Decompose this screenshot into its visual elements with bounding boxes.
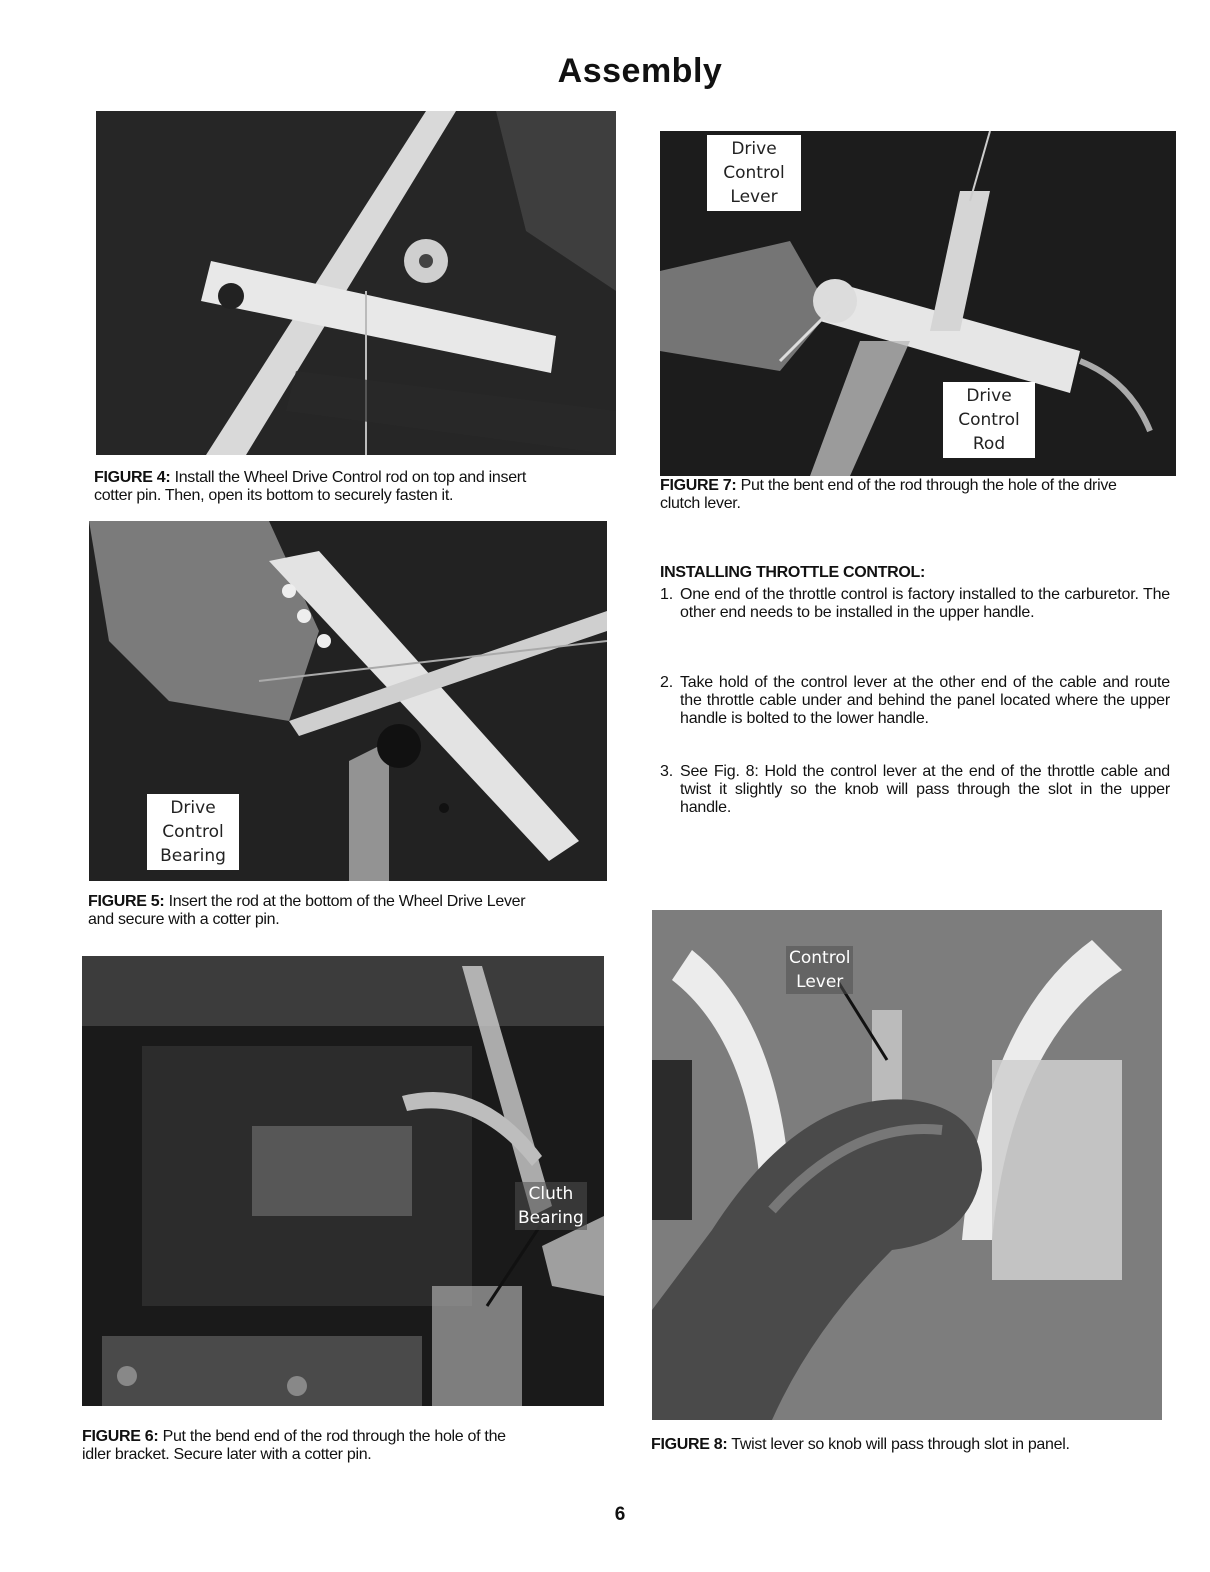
throttle-step-2-text: Take hold of the control lever at the other end of the cable and route the throttle cable under and behind the panel located where the upper handle is bolted to the lower handle.	[680, 674, 1170, 727]
throttle-step-3	[660, 763, 1170, 817]
figure-4-label: FIGURE 4:	[94, 469, 171, 486]
figure-5-caption-line1: Insert the rod at the bottom of the Wheel Drive Lever	[164, 893, 526, 910]
figure-5-photo	[89, 521, 607, 881]
throttle-heading: INSTALLING THROTTLE CONTROL:	[660, 564, 926, 581]
throttle-step-1-text: One end of the throttle control is factory installed to the carburetor. The other end needs to be installed in the upper handle.	[680, 586, 1170, 621]
figure-7-callout-drive-control-lever: Drive Control Lever	[707, 135, 801, 211]
throttle-step-1	[660, 586, 1170, 622]
figure-6-caption-line1: Put the bend end of the rod through the hole of the	[158, 1428, 506, 1445]
figure-8-callout-control-lever: Control Lever	[786, 946, 853, 994]
throttle-step-3-text: See Fig. 8: Hold the control lever at the end of the throttle cable and twist it slightly so the knob will pass through the slot in the upper handle.	[680, 763, 1170, 816]
figure-8-image	[652, 910, 1162, 1420]
figure-7-caption-line1: Put the bent end of the rod through the hole of the drive	[736, 477, 1117, 494]
figure-5-caption-line2: and secure with a cotter pin.	[88, 911, 280, 928]
figure-8-caption-line1: Twist lever so knob will pass through slot in panel.	[727, 1436, 1070, 1453]
figure-6-photo	[82, 956, 604, 1406]
figure-6-label: FIGURE 6:	[82, 1428, 159, 1445]
figure-5-callout-drive-control-bearing: Drive Control Bearing	[147, 794, 239, 870]
page-title: Assembly	[557, 52, 723, 90]
throttle-step-3-number: 3.	[660, 763, 673, 780]
figure-4-caption	[94, 469, 624, 505]
page-number: 6	[614, 1504, 626, 1525]
figure-6-image	[82, 956, 604, 1406]
figure-6-caption	[82, 1428, 612, 1464]
figure-4-image	[96, 111, 616, 455]
figure-8-caption	[651, 1436, 1171, 1454]
figure-5-caption	[88, 893, 618, 929]
figure-7-label: FIGURE 7:	[660, 477, 737, 494]
figure-7-photo	[660, 131, 1176, 476]
figure-7-callout-drive-control-rod: Drive Control Rod	[943, 382, 1035, 458]
figure-7-caption-line2: clutch lever.	[660, 495, 741, 512]
figure-4-caption-line1: Install the Wheel Drive Control rod on top and insert	[170, 469, 526, 486]
figure-8-photo	[652, 910, 1162, 1420]
throttle-step-1-number: 1.	[660, 586, 673, 603]
figure-6-callout-cluth-bearing: Cluth Bearing	[515, 1182, 587, 1230]
figure-5-label: FIGURE 5:	[88, 893, 165, 910]
throttle-step-2	[660, 674, 1170, 728]
figure-8-label: FIGURE 8:	[651, 1436, 728, 1453]
throttle-step-2-number: 2.	[660, 674, 673, 691]
figure-4-caption-line2: cotter pin. Then, open its bottom to securely fasten it.	[94, 487, 454, 504]
figure-4-photo	[96, 111, 616, 455]
figure-6-caption-line2: idler bracket. Secure later with a cotter pin.	[82, 1446, 372, 1463]
figure-7-caption	[660, 477, 1180, 513]
